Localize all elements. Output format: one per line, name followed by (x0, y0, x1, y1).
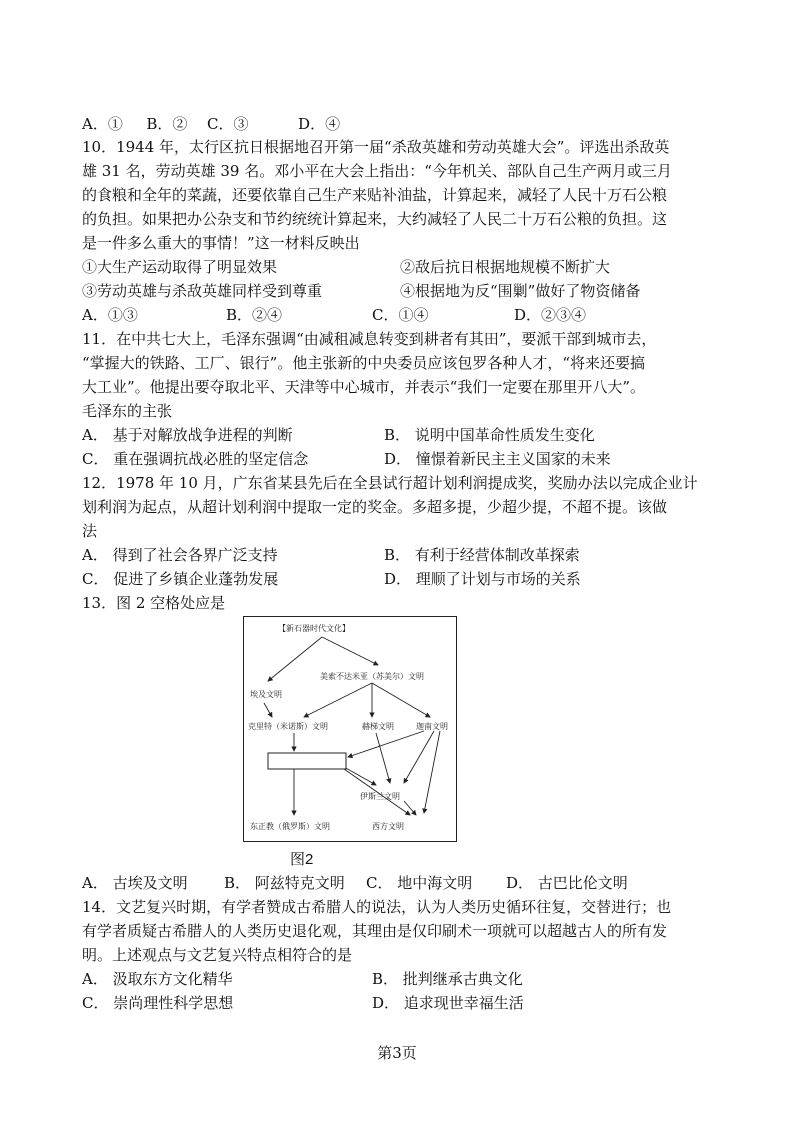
arrow-hittite-islam (376, 733, 390, 783)
q10-statement-3: ③劳动英雄与杀敌英雄同样受到尊重 (82, 282, 323, 300)
q11-option-c: C． 重在强调抗战必胜的坚定信念 (82, 450, 309, 468)
q10-option-d: D．②③④ (514, 306, 587, 324)
arrow-meso-crete (304, 683, 372, 717)
q10-statement-1: ①大生产运动取得了明显效果 (82, 258, 278, 276)
q10-stem-line-4: 的负担。如果把办公杂支和节约统统计算起来，大约减轻了人民二十万石公粮的负担。这 (82, 210, 668, 228)
arrow-egypt-crete (264, 703, 272, 717)
q14-option-a: A． 汲取东方文化精华 (82, 970, 233, 988)
q11-stem-line-1: 11．在中共七大上，毛泽东强调“由减租减息转变到耕者有其田”，要派干部到城市去， (82, 330, 657, 348)
q13-option-b: B． 阿兹特克文明 (224, 874, 345, 892)
q12-option-c: C． 促进了乡镇企业蓬勃发展 (82, 570, 279, 588)
q11-stem-line-4: 毛泽东的主张 (82, 402, 173, 420)
q10-stem-line-2: 雄 31 名，劳动英雄 39 名。邓小平在大会上指出：“今年机关、部队自己生产两月或三月 (82, 162, 672, 180)
q9-option-a: A．① (82, 115, 123, 133)
q10-option-b: B．②④ (226, 306, 283, 324)
node-hittite: 赫梯文明 (362, 722, 394, 731)
arrow-islam-western (404, 801, 416, 815)
node-levant: 迦南文明 (416, 722, 448, 731)
figure-caption: 图2 (290, 851, 314, 868)
q14-stem-line-1: 14．文艺复兴时期，有学者赞成古希腊人的说法，认为人类历史循环往复，交替进行；也 (82, 898, 672, 916)
q10-statement-2: ②敌后抗日根据地规模不断扩大 (400, 258, 611, 276)
node-islam: 伊斯兰文明 (360, 792, 400, 801)
q10-stem-line-1: 10．1944 年，太行区抗日根据地召开第一届“杀敌英雄和劳动英雄大会”。评选出杀敌英 (82, 138, 670, 156)
q10-statement-4: ④根据地为反“围剿”做好了物资储备 (400, 282, 641, 300)
q9-options (82, 113, 340, 135)
q10-option-c: C．①④ (372, 306, 429, 324)
arrow-neolithic-meso (322, 637, 378, 665)
arrow-levant-islam (404, 731, 434, 783)
node-western: 西方文明 (372, 822, 404, 831)
page-number: 第3页 (377, 1044, 417, 1062)
node-neolithic: 【新石器时代文化】 (278, 624, 350, 633)
q14-option-b: B． 批判继承古典文化 (372, 970, 523, 988)
node-orthodox: 东正教（俄罗斯）文明 (250, 822, 330, 831)
q13-option-a: A． 古埃及文明 (82, 874, 188, 892)
civilization-diagram-svg (244, 617, 456, 841)
blank-box (268, 753, 346, 769)
q14-stem-line-3: 明。上述观点与文艺复兴特点相符合的是 (82, 946, 353, 964)
q12-option-a: A． 得到了社会各界广泛支持 (82, 546, 278, 564)
q14-option-d: D． 追求现世幸福生活 (372, 994, 524, 1012)
q9-option-b: B．② (146, 115, 188, 133)
q14-stem-line-2: 有学者质疑古希腊人的人类历史退化观，其理由是仅印刷术一项就可以超越古人的所有发 (82, 922, 668, 940)
node-egypt: 埃及文明 (250, 690, 282, 699)
node-crete: 克里特（米诺斯）文明 (248, 722, 328, 731)
q12-stem-line-2: 划利润为起点，从超计划利润中提取一定的奖金。多超多提，少超少提，不超不提。该做 (82, 498, 668, 516)
q11-option-a: A． 基于对解放战争进程的判断 (82, 426, 293, 444)
q9-option-c: C．③ (207, 115, 249, 133)
arrow-levant-blank (348, 731, 424, 757)
node-meso: 美索不达米亚（苏美尔）文明 (320, 672, 424, 681)
civilization-diagram (243, 616, 457, 842)
q12-stem-line-3: 法 (82, 522, 98, 540)
q10-stem-line-3: 的食粮和全年的菜蔬，还要依靠自己生产来贴补油盐，计算起来，减轻了人民十万石公粮 (82, 186, 668, 204)
q13-option-c: C． 地中海文明 (366, 874, 473, 892)
q11-option-d: D． 憧憬着新民主主义国家的未来 (384, 450, 611, 468)
q13-option-d: D． 古巴比伦文明 (506, 874, 628, 892)
q11-option-b: B． 说明中国革命性质发生变化 (384, 426, 595, 444)
q14-option-c: C． 崇尚理性科学思想 (82, 994, 234, 1012)
q9-option-d: D．④ (298, 115, 341, 133)
q13-stem: 13．图 2 空格处应是 (82, 594, 226, 612)
arrow-blank-islam (344, 767, 376, 785)
arrow-neolithic-egypt (268, 637, 322, 681)
q10-option-a: A．①③ (82, 306, 138, 324)
q10-stem-line-5: 是一件多么重大的事情！”这一材料反映出 (82, 234, 360, 252)
q12-stem-line-1: 12．1978 年 10 月，广东省某县先后在全县试行超计划利润提成奖，奖励办法以完成企业计 (82, 474, 698, 492)
q11-stem-line-2: “掌握大的铁路、工厂、银行”。他主张新的中央委员应该包罗各种人才，“将来还要搞 (82, 354, 646, 372)
q11-stem-line-3: 大工业”。他提出要夺取北平、天津等中心城市，并表示“我们一定要在那里开八大”。 (82, 378, 646, 396)
q12-option-d: D． 理顺了计划与市场的关系 (384, 570, 581, 588)
q12-option-b: B． 有利于经营体制改革探索 (384, 546, 580, 564)
arrow-meso-levant (372, 683, 430, 717)
